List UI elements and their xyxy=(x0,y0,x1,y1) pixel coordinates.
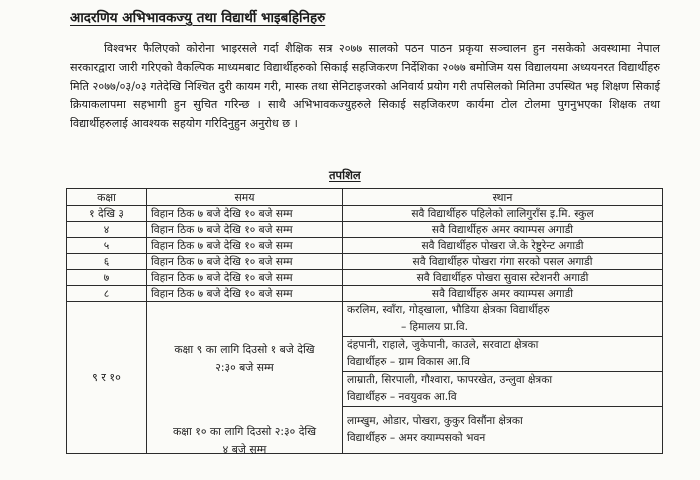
place-area-1-line1: करलिम, स्वाँरा, गोड्खाला, भौडिया क्षेत्रका विद्यार्थीहरु xyxy=(347,304,550,316)
notice-heading: आदरणिय अभिभावकज्यु तथा विद्यार्थी भाइबहिनिहरु xyxy=(70,10,326,26)
cell-place-area-2 xyxy=(343,337,663,372)
cell-place-area-3 xyxy=(343,372,663,407)
cell-grade-9-10: ९ र १० xyxy=(67,302,147,454)
cell-place: सवै विद्यार्थीहरु पोखरा सुवास स्टेशनरी अगाडी xyxy=(343,270,663,286)
cell-place: सवै विद्यार्थीहरु पहिलेको लालिगुराँस इ.मि. स्कुल xyxy=(343,206,663,222)
place-area-3-line2: विद्यार्थीहरु – नवयुवक आ.वि xyxy=(347,391,457,403)
table-header-row xyxy=(67,189,663,206)
cell-place: सवै विद्यार्थीहरु अमर क्याम्पस अगाडी xyxy=(343,286,663,302)
table-row xyxy=(67,222,663,238)
header-time: समय xyxy=(147,189,343,206)
cell-place-area-1 xyxy=(343,302,663,337)
time-grade-10-line1: कक्षा १० का लागि दिउसो २:३० देखि xyxy=(172,424,317,438)
cell-grade: १ देखि ३ xyxy=(67,206,147,222)
time-grade-9-line1: कक्षा ९ का लागि दिउसो १ बजे देखि xyxy=(174,342,315,356)
cell-time: विहान ठिक ७ बजे देखि १० बजे सम्म xyxy=(147,238,343,254)
time-grade-9-line2: २:३० बजे सम्म xyxy=(215,360,274,374)
table-row xyxy=(67,206,663,222)
place-area-2-line2: विद्यार्थीहरु – ग्राम विकास आ.वि xyxy=(347,356,470,368)
table-row-grade-9-10 xyxy=(67,302,663,337)
schedule-table xyxy=(66,188,663,454)
cell-grade: ७ xyxy=(67,270,147,286)
cell-grade: ४ xyxy=(67,222,147,238)
cell-place-area-4 xyxy=(343,407,663,454)
cell-place: सवै विद्यार्थीहरु अमर क्याम्पस अगाडी xyxy=(343,222,663,238)
place-area-1-line2: – हिमालय प्रा.वि. xyxy=(401,321,468,333)
cell-time: विहान ठिक ७ बजे देखि १० बजे सम्म xyxy=(147,206,343,222)
place-area-3-line1: लाम्राती, सिरपाली, गौश्वारा, फापरखेत, उन्लुवा क्षेत्रका xyxy=(347,374,553,386)
cell-grade: ५ xyxy=(67,238,147,254)
cell-time: विहान ठिक ७ बजे देखि १० बजे सम्म xyxy=(147,254,343,270)
place-area-2-line1: दंहपानी, राहाले, जुकेपानी, काउले, सरवाटा क्षेत्रका xyxy=(347,339,539,351)
header-grade: कक्षा xyxy=(67,189,147,206)
header-place: स्थान xyxy=(343,189,663,206)
table-row xyxy=(67,238,663,254)
notice-paragraph xyxy=(70,40,660,134)
table-row xyxy=(67,254,663,270)
table-row xyxy=(67,270,663,286)
cell-time: विहान ठिक ७ बजे देखि १० बजे सम्म xyxy=(147,270,343,286)
place-area-4-line1: लाम्खुम, ओडार, पोखरा, कुकुर विसौंना क्षेत्रका xyxy=(347,415,523,427)
cell-time: विहान ठिक ७ बजे देखि १० बजे सम्म xyxy=(147,222,343,238)
cell-place: सवै विद्यार्थीहरु पोखरा जे.के रेष्टुरेन्ट अगाडी xyxy=(343,238,663,254)
table-row xyxy=(67,286,663,302)
time-grade-10-line2: ४ बजे सम्म xyxy=(222,442,267,456)
notice-paragraph-text: विश्वभर फैलिएको कोरोना भाइरसले गर्दा शैक्षिक सत्र २०७७ सालको पठन पाठन प्रकृया सञ्चालन हुन नसकेको अवस्थामा नेपाल सरकारद्वारा जारी गरिएको वैकल्पिक माध्यमबाट विद्यार्थीहरुको सिकाई सहजिकरण निर्देशिका २०७७ बमोजिम यस विद्यालयमा अध्ययनरत विद्यार्थीहरु मिति २०७७/०३/०३ गतेदेखि निश्चित दुरी कायम गरी, मास्क तथा सेनिटाइजरको अनिवार्य प्रयोग गरी तपसिलको मितिमा उपस्थित भइ शिक्षण सिकाई क्रियाकलापमा सहभागी हुन सुचित गरिन्छ । साथै अभिभावकज्युहरुले सिकाई सहजिकरण कार्यमा टोल टोलमा पुगनुभएका शिक्षक तथा विद्यार्थीहरुलाई आवश्यक सहयोग गरिदिनुहुन अनुरोध छ । xyxy=(70,42,660,131)
cell-place: सवै विद्यार्थीहरु पोखरा गंगा सरको पसल अगाडी xyxy=(343,254,663,270)
cell-grade: ६ xyxy=(67,254,147,270)
place-area-4-line2: विद्यार्थीहरु – अमर क्याम्पसको भवन xyxy=(347,432,486,444)
cell-grade: ८ xyxy=(67,286,147,302)
table-caption: तपशिल xyxy=(329,168,361,182)
cell-time-9-10 xyxy=(147,302,343,454)
cell-time: विहान ठिक ७ बजे देखि १० बजे सम्म xyxy=(147,286,343,302)
